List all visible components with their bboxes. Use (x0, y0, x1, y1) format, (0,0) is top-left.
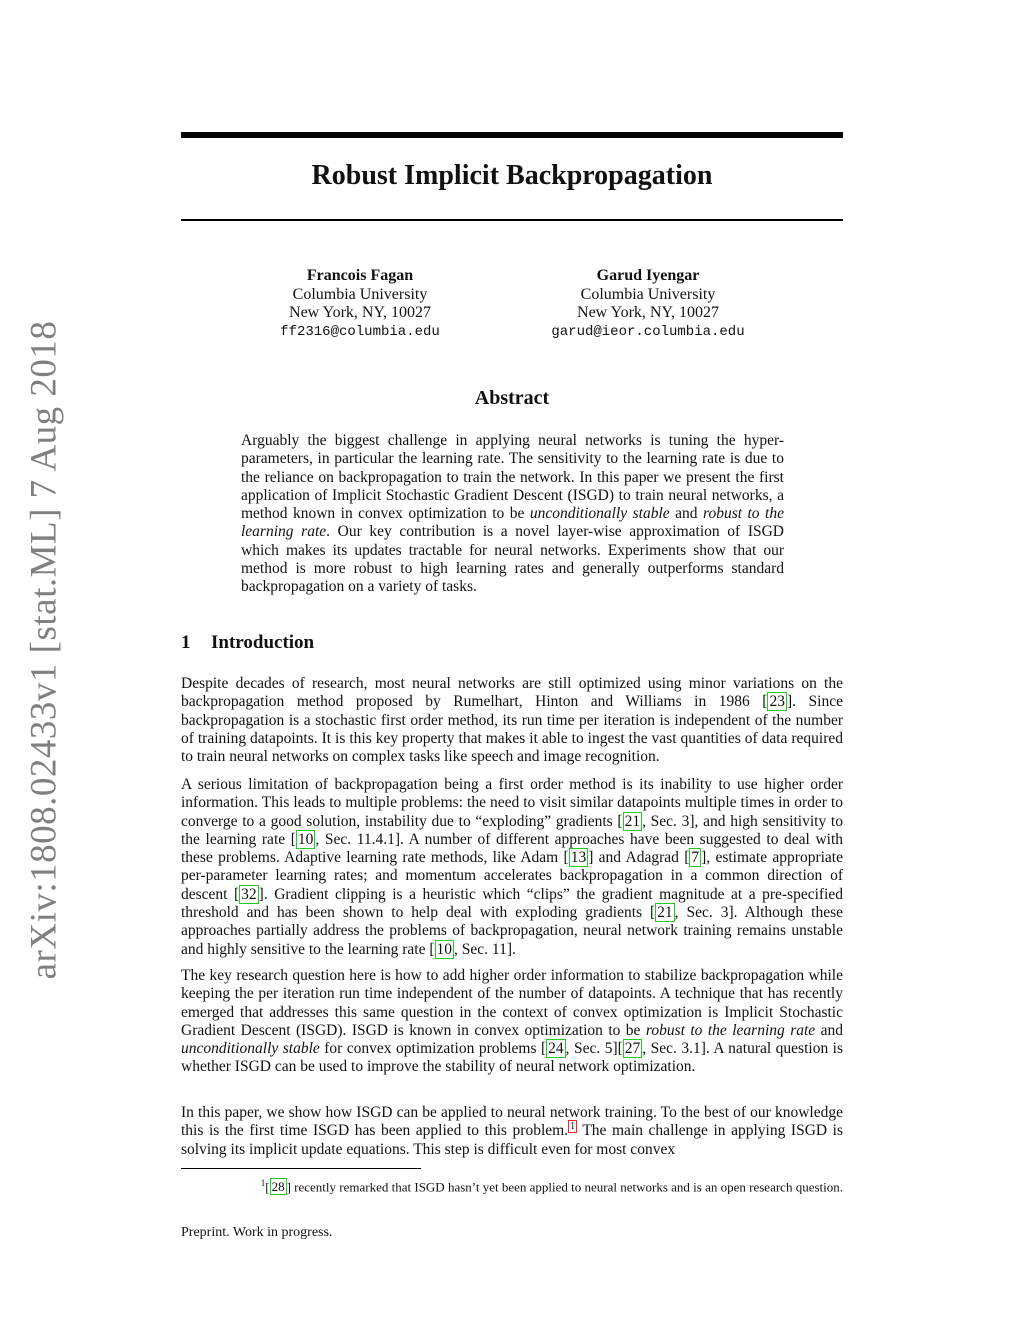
footnote-number: 1 (260, 1178, 266, 1188)
section-title: Introduction (211, 632, 315, 653)
citation-link[interactable]: 10 (436, 940, 453, 958)
citation-link[interactable]: 21 (657, 904, 673, 922)
intro-paragraph-4: In this paper, we show how ISGD can be applied to neural network training. To the best of our knowledge this is the first time ISGD has been applied to this problem. $^1$ The main challenge in applying ISGD is solving its implicit update equations. This step is difficult even for most convex (181, 1104, 843, 1158)
title-top-rule (181, 132, 843, 138)
author-address: New York, NY, 10027 (577, 304, 719, 321)
preprint-note: Preprint. Work in progress. (181, 1225, 333, 1240)
author-name: Francois Fagan (306, 267, 414, 284)
author-email[interactable]: ff2316@columbia.edu (280, 323, 440, 340)
author-block-2 (508, 267, 788, 341)
citation-link[interactable]: 13 (570, 849, 587, 867)
section-heading-introduction (181, 632, 314, 654)
abstract-text: Arguably the biggest challenge in applying neural networks is tuning the hyper-parameters, in particular the learning rate. The sensitivity to the learning rate is due to the reliance on backpropagation to train the network. In this paper we present the first application of Implicit Stochastic Gradient Descent (ISGD) to train neural networks, a method known in convex optimization to be unconditionally stable and robust to the learning rate. Our key contribution is a novel layer-wise approximation of ISGD which makes its updates tractable for neural networks. Experiments show that our method is more robust to high learning rates and generally outperforms standard backpropagation on a variety of tasks. (241, 432, 785, 596)
intro-paragraph-1: Despite decades of research, most neural networks are still optimized using minor variations on the backpropagation method proposed by Rumelhart, Hinton and Williams in 1986 [ 23 ]. Since backpropagation is a stochastic first order method, its run time per iteration is independent of the number of training datapoints. It is this key property that makes it able to ingest the vast quantities of data required to train neural networks on complex tasks like speech and image recognition. (181, 675, 843, 766)
footnote-link[interactable]: 1 (570, 1121, 576, 1133)
citation-link[interactable]: 10 (297, 830, 314, 848)
footnote-1: $^1$[ 28 ] recently remarked that ISGD hasn’t yet been applied to neural networks and is an open research question. (260, 1178, 843, 1195)
paper-title: Robust Implicit Backpropagation (311, 160, 713, 191)
citation-link[interactable]: 23 (769, 693, 785, 711)
citation-link[interactable]: 24 (548, 1040, 564, 1058)
author-affiliation: Columbia University (292, 285, 428, 303)
footnote-separator (181, 1168, 421, 1169)
citation-link[interactable]: 32 (241, 885, 257, 903)
author-name: Garud Iyengar (596, 267, 700, 284)
author-block-1 (220, 267, 500, 341)
abstract-heading: Abstract (474, 387, 550, 409)
citation-link[interactable]: 7 (691, 849, 700, 867)
intro-paragraph-3: The key research question here is how to add higher order information to stabilize backpropagation while keeping the per iteration run time independent of the number of datapoints. A technique that has recently emerged that addresses this same question in the context of convex optimization is Implicit Stochastic Gradient Descent (ISGD). ISGD is known in convex optimization to be robust to the learning rate and unconditionally stable for convex optimization problems [ 24 , Sec. 5][ 27 , Sec. 3.1]. A natural question is whether ISGD can be used to improve the stability of neural network optimization. (181, 967, 843, 1076)
arxiv-identifier-stamp: arXiv:1808.02433v1 [stat.ML] 7 Aug 2018 (23, 320, 65, 980)
intro-paragraph-2: A serious limitation of backpropagation being a first order method is its inability to use higher order information. This leads to multiple problems: the need to visit similar datapoints multiple times in order to converge to a good solution, instability due to “exploding” gradients [ 21 , Sec. 3], and high sensitivity to the learning rate [ 10 , Sec. 11.4.1]. A number of different approaches have been suggested to deal with these problems. Adaptive learning rate methods, like Adam [ 13 ] and Adagrad [ 7 ], estimate appropriate per-parameter learning rates; and momentum accelerates backpropagation in a common direction of descent [ 32 ]. Gradient clipping is a heuristic which “clips” the gradient magnitude at a pre-specified threshold and has been shown to help deal with exploding gradients [ 21 , Sec. 3]. Although these approaches partially address the problems of backpropagation, neural network training remains unstable and highly sensitive to the learning rate [ 10 , Sec. 11]. (181, 776, 844, 958)
author-email[interactable]: garud@ieor.columbia.edu (551, 323, 745, 340)
author-affiliation: Columbia University (580, 285, 716, 303)
author-address: New York, NY, 10027 (289, 304, 431, 321)
citation-link[interactable]: 28 (271, 1179, 285, 1195)
title-bottom-rule (181, 219, 843, 221)
citation-link[interactable]: 21 (624, 812, 641, 830)
citation-link[interactable]: 27 (624, 1040, 641, 1058)
section-number: 1 (181, 632, 191, 653)
